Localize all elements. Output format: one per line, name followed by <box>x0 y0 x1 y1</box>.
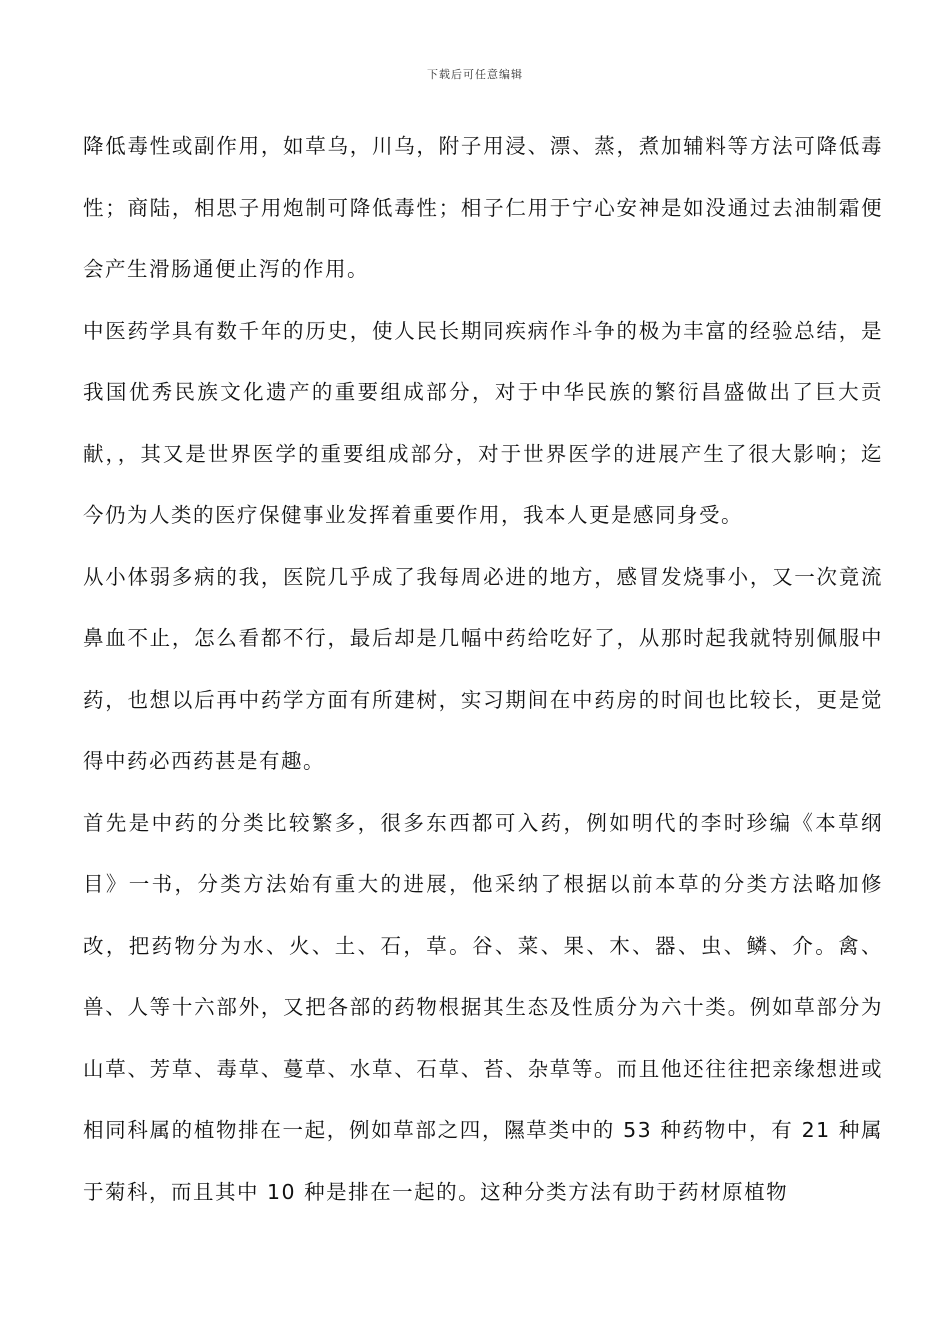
document-body <box>83 116 883 1223</box>
paragraph-tcm-history: 中医药学具有数千年的历史，使人民长期同疾病作斗争的极为丰富的经验总结，是我国优秀民族文化遗产的重要组成部分，对于中华民族的繁衍昌盛做出了巨大贡献，，其又是世界医学的重要组成部分，对于世界医学的进展产生了很大影响；迄今仍为人类的医疗保健事业发挥着重要作用，我本人更是感同身受。 <box>83 318 883 527</box>
page-header: 下载后可任意编辑 <box>427 68 523 81</box>
paragraph-classification: 首先是中药的分类比较繁多，很多东西都可入药，例如明代的李时珍编《本草纲目》一书，分类方法始有重大的进展，他采纳了根据以前本草的分类方法略加修改，把药物分为水、火、土、石，草。谷、菜、果、木、器、虫、鳞、介。禽、兽、人等十六部外，又把各部的药物根据其生态及性质分为六十类。例如草部分为山草、芳草、毒草、蔓草、水草、石草、苔、杂草等。而且他还往往把亲缘想进或相同科属的植物排在一起，例如草部之四，隰草类中的 53 种药物中，有 21 种属于菊科，而且其中 10 种是排在一起的。这种分类方法有助于药材原植物 <box>83 810 883 1204</box>
paragraph-personal-experience: 从小体弱多病的我，医院几乎成了我每周必进的地方，感冒发烧事小，又一次竟流鼻血不止，怎么看都不行，最后却是几幅中药给吃好了，从那时起我就特别佩服中药，也想以后再中药学方面有所建树，实习期间在中药房的时间也比较长，更是觉得中药必西药甚是有趣。 <box>83 564 883 773</box>
paragraph-toxicity-reduction: 降低毒性或副作用，如草乌，川乌，附子用浸、漂、蒸，煮加辅料等方法可降低毒性；商陆，相思子用炮制可降低毒性；相子仁用于宁心安神是如没通过去油制霜便会产生滑肠通便止泻的作用。 <box>83 134 883 281</box>
